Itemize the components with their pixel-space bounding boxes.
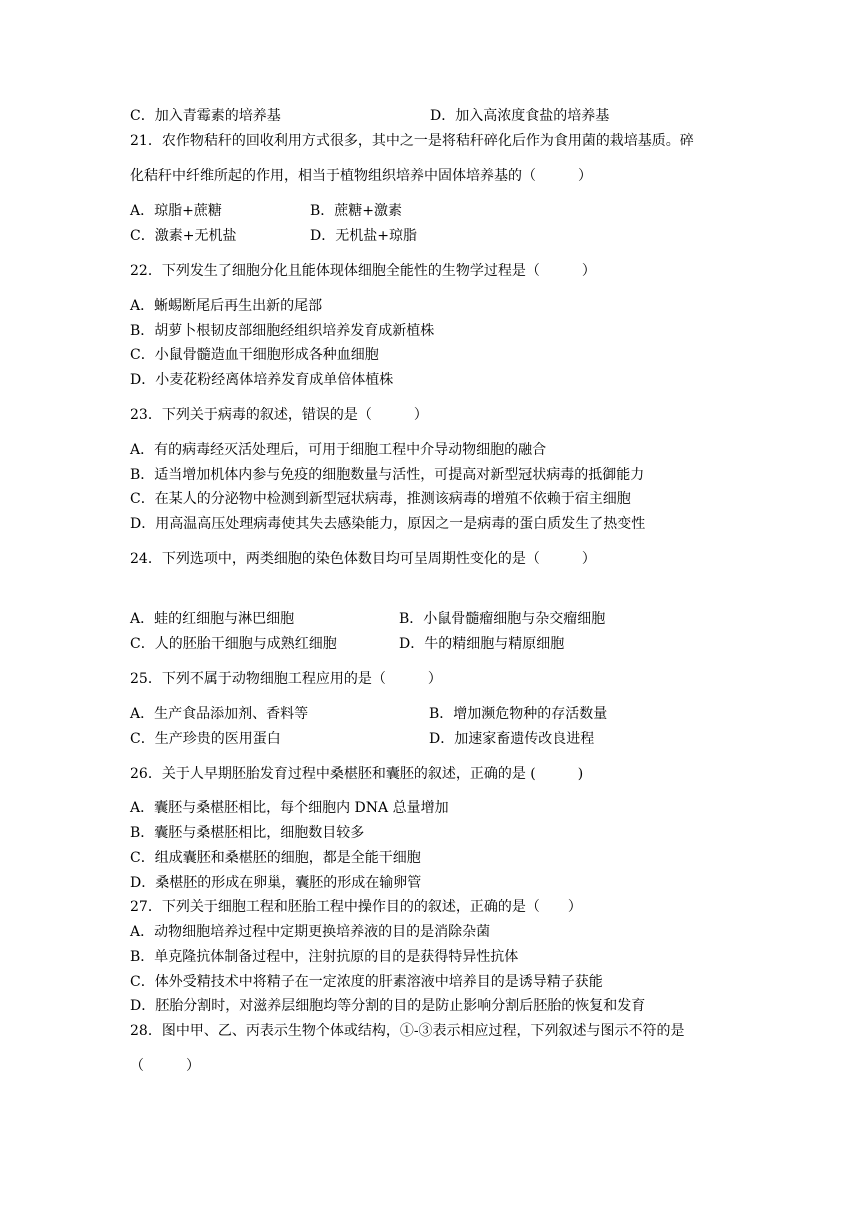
q25-option-d: D．加速家畜遗传改良进程	[429, 731, 595, 747]
q24-option-b: B．小鼠骨髓瘤细胞与杂交瘤细胞	[399, 611, 606, 627]
q21-stem-line2: 化秸秆中纤维所起的作用，相当于植物组织培养中固体培养基的（ ）	[130, 168, 592, 184]
q26-option-a: A．囊胚与桑椹胚相比，每个细胞内 DNA 总量增加	[130, 800, 449, 816]
q24-option-c: C．人的胚胎干细胞与成熟红细胞	[130, 636, 337, 652]
q24-option-d: D．牛的精细胞与精原细胞	[399, 636, 565, 652]
q22-option-d: D．小麦花粉经离体培养发育成单倍体植株	[130, 372, 394, 388]
q26-option-b: B．囊胚与桑椹胚相比，细胞数目较多	[130, 825, 365, 841]
q22-option-b: B．胡萝卜根韧皮部细胞经组织培养发育成新植株	[130, 323, 435, 339]
q23-option-c: C．在某人的分泌物中检测到新型冠状病毒，推测该病毒的增殖不依赖于宿主细胞	[130, 491, 631, 507]
q27-option-b: B．单克隆抗体制备过程中，注射抗原的目的是获得特异性抗体	[130, 949, 519, 965]
q25-stem: 25．下列不属于动物细胞工程应用的是（ ）	[130, 671, 442, 687]
q27-option-a: A．动物细胞培养过程中定期更换培养液的目的是消除杂菌	[130, 924, 491, 940]
q23-stem: 23．下列关于病毒的叙述，错误的是（ ）	[130, 407, 428, 423]
q28-stem-line2: （ ）	[130, 1058, 200, 1074]
q25-option-b: B．增加濒危物种的存活数量	[429, 706, 608, 722]
q21-stem-line1: 21．农作物秸秆的回收利用方式很多，其中之一是将秸秆碎化后作为食用菌的栽培基质。碎	[130, 133, 694, 149]
q27-option-c: C．体外受精技术中将精子在一定浓度的肝素溶液中培养目的是诱导精子获能	[130, 974, 603, 990]
q26-option-c: C．组成囊胚和桑椹胚的细胞，都是全能干细胞	[130, 850, 421, 866]
q21-option-b: B．蔗糖+激素	[310, 203, 403, 219]
q21-option-d: D．无机盐+琼脂	[310, 228, 417, 244]
q28-stem-line1: 28．图中甲、乙、丙表示生物个体或结构，①-③表示相应过程，下列叙述与图示不符的是	[130, 1023, 685, 1039]
q23-option-d: D．用高温高压处理病毒使其失去感染能力，原因之一是病毒的蛋白质发生了热变性	[130, 516, 646, 532]
q26-option-d: D．桑椹胚的形成在卵巢，囊胚的形成在输卵管	[130, 875, 422, 891]
q24-option-a: A．蛙的红细胞与淋巴细胞	[130, 611, 295, 627]
q22-option-a: A．蜥蜴断尾后再生出新的尾部	[130, 298, 323, 314]
q20-option-c: C．加入青霉素的培养基	[130, 108, 281, 124]
q22-stem: 22．下列发生了细胞分化且能体现体细胞全能性的生物学过程是（ ）	[130, 263, 596, 279]
q20-option-d: D．加入高浓度食盐的培养基	[430, 108, 610, 124]
q21-option-c: C．激素+无机盐	[130, 228, 237, 244]
q27-stem: 27．下列关于细胞工程和胚胎工程中操作目的的叙述，正确的是（ ）	[130, 899, 582, 915]
q27-option-d: D．胚胎分割时，对滋养层细胞均等分割的目的是防止影响分割后胚胎的恢复和发育	[130, 998, 646, 1014]
q21-option-a: A．琼脂+蔗糖	[130, 203, 222, 219]
q24-stem: 24．下列选项中，两类细胞的染色体数目均可呈周期性变化的是（ ）	[130, 551, 596, 567]
q25-option-c: C．生产珍贵的医用蛋白	[130, 731, 281, 747]
q23-option-a: A．有的病毒经灭活处理后，可用于细胞工程中介导动物细胞的融合	[130, 442, 547, 458]
q26-stem: 26．关于人早期胚胎发育过程中桑椹胚和囊胚的叙述，正确的是 ( )	[130, 766, 584, 782]
q23-option-b: B．适当增加机体内参与免疫的细胞数量与活性，可提高对新型冠状病毒的抵御能力	[130, 467, 645, 483]
q25-option-a: A．生产食品添加剂、香料等	[130, 706, 309, 722]
q22-option-c: C．小鼠骨髓造血干细胞形成各种血细胞	[130, 347, 379, 363]
